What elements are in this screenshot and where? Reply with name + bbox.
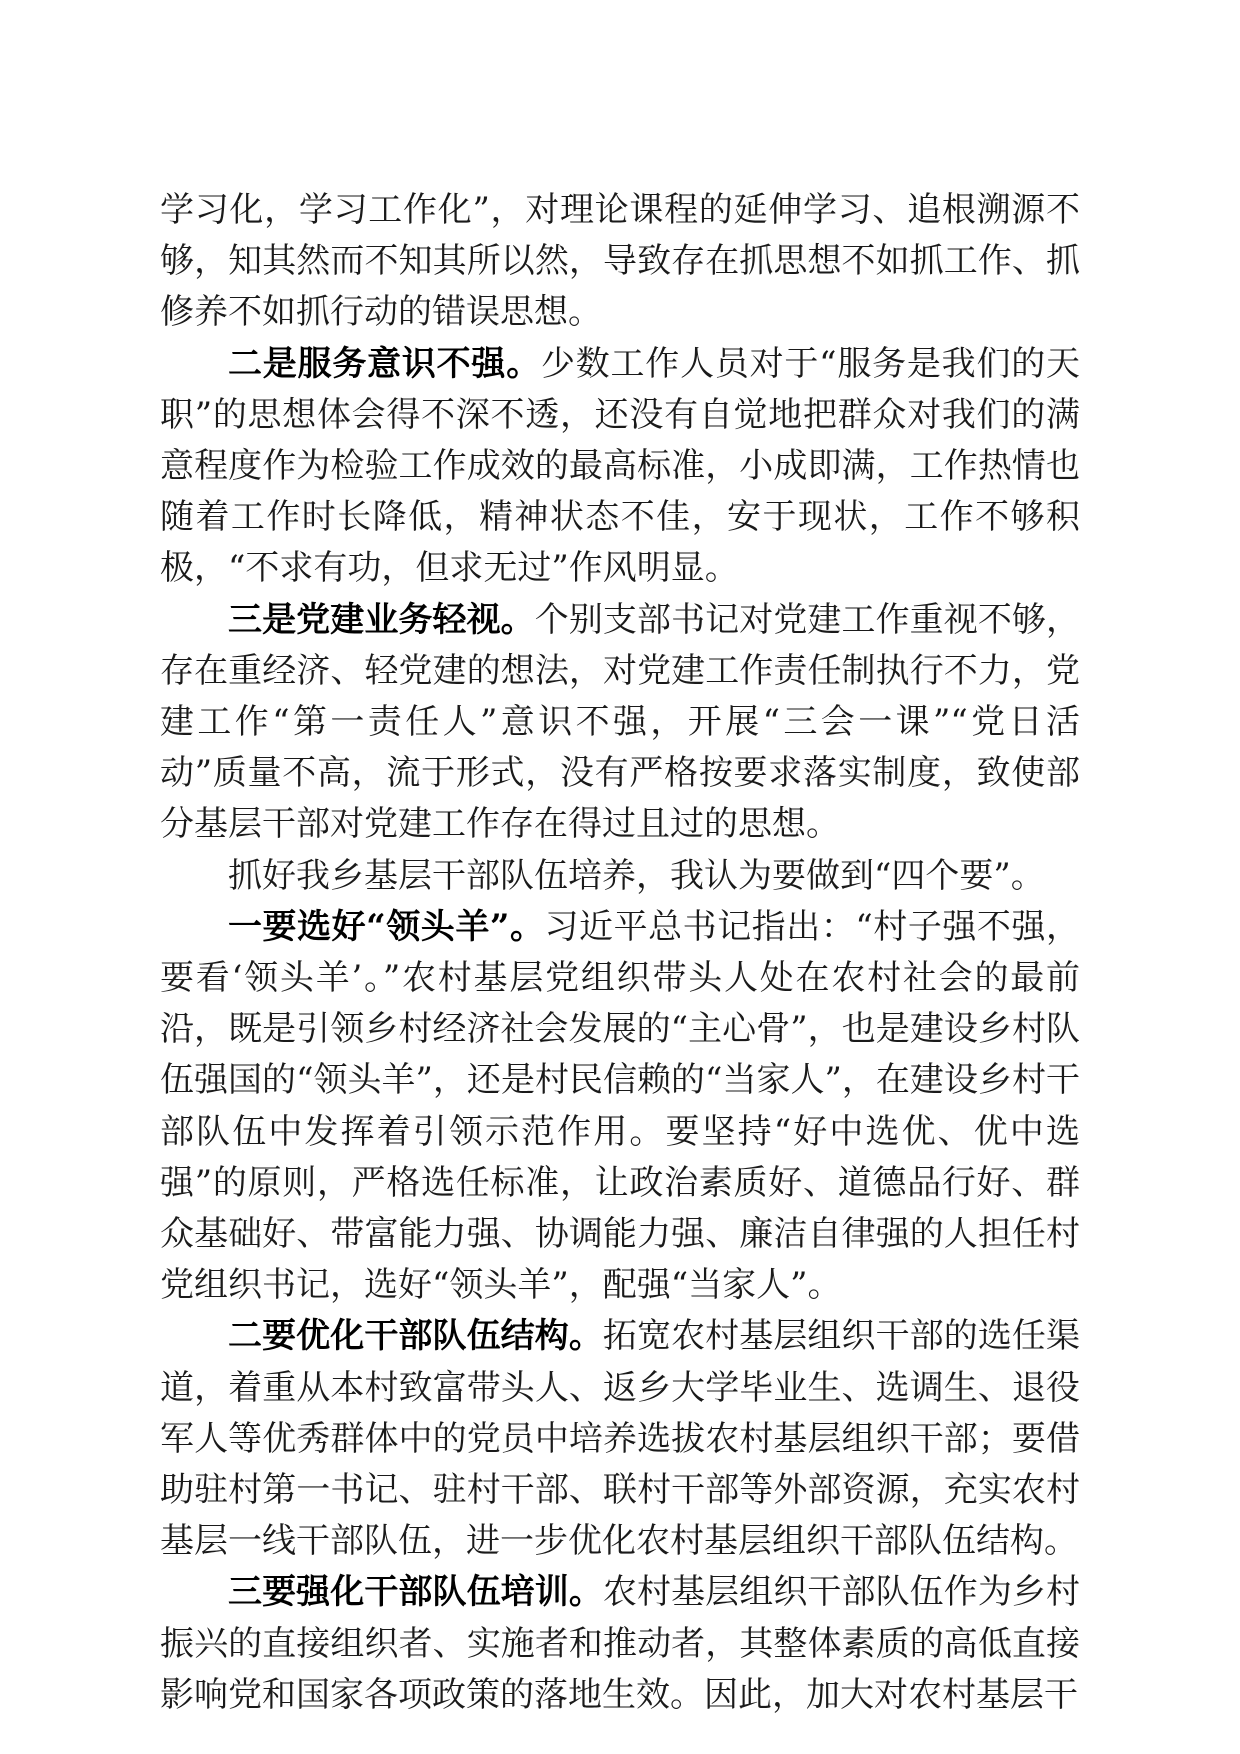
paragraph-heading: 一要选好“领头羊”。: [228, 906, 545, 947]
paragraph-heading: 三是党建业务轻视。: [228, 599, 535, 640]
paragraph-party-building: [160, 595, 1080, 851]
paragraph-select-leader: [160, 902, 1080, 1312]
paragraph-text: 个别支部书记对党建工作重视不够，存在重经济、轻党建的想法，对党建工作责任制执行不力，党建工作“第一责任人”意识不强，开展“三会一课”“党日活动”质量不高，流于形式，没有严格按要求落实制度，致使部分基层干部对党建工作存在得过且过的思想。: [160, 599, 1080, 845]
paragraph-text: 少数工作人员对于“服务是我们的天职”的思想体会得不深不透，还没有自觉地把群众对我们的满意程度作为检验工作成效的最高标准，小成即满，工作热情也随着工作时长降低，精神状态不佳，安于现状，工作不够积极，“不求有功，但求无过”作风明显。: [160, 343, 1080, 589]
paragraph-four-requirements: [160, 851, 1080, 902]
paragraph-text: 农村基层组织干部队伍作为乡村振兴的直接组织者、实施者和推动者，其整体素质的高低直接影响党和国家各项政策的落地生效。因此，加大对农村基层干: [160, 1572, 1081, 1715]
paragraph-continuation: [160, 185, 1080, 339]
paragraph-text: 拓宽农村基层组织干部的选任渠道，着重从本村致富带头人、返乡大学毕业生、选调生、退役军人等优秀群体中的党员中培养选拔农村基层组织干部；要借助驻村第一书记、驻村干部、联村干部等外部资源，充实农村基层一线干部队伍，进一步优化农村基层组织干部队伍结构。: [160, 1316, 1081, 1562]
document-body: [160, 185, 1080, 1721]
paragraph-text: 习近平总书记指出：“村子强不强，要看‘领头羊’。”农村基层党组织带头人处在农村社会的最前沿，既是引领乡村经济社会发展的“主心骨”，也是建设乡村队伍强国的“领头羊”，还是村民信赖的“当家人”，在建设乡村干部队伍中发挥着引领示范作用。要坚持“好中选优、优中选强”的原则，严格选任标准，让政治素质好、道德品行好、群众基础好、带富能力强、协调能力强、廉洁自律强的人担任村党组织书记，选好“领头羊”，配强“当家人”。: [160, 906, 1080, 1306]
paragraph-heading: 三要强化干部队伍培训。: [228, 1572, 603, 1613]
paragraph-strengthen-training: [160, 1567, 1080, 1721]
paragraph-text: 抓好我乡基层干部队伍培养，我认为要做到“四个要”。: [228, 855, 1045, 896]
paragraph-heading: 二是服务意识不强。: [228, 343, 541, 384]
paragraph-service-awareness: [160, 339, 1080, 595]
paragraph-heading: 二要优化干部队伍结构。: [228, 1316, 603, 1357]
paragraph-optimize-structure: [160, 1311, 1080, 1567]
paragraph-text: 学习化，学习工作化”，对理论课程的延伸学习、追根溯源不够，知其然而不知其所以然，导致存在抓思想不如抓工作、抓修养不如抓行动的错误思想。: [160, 190, 1080, 333]
